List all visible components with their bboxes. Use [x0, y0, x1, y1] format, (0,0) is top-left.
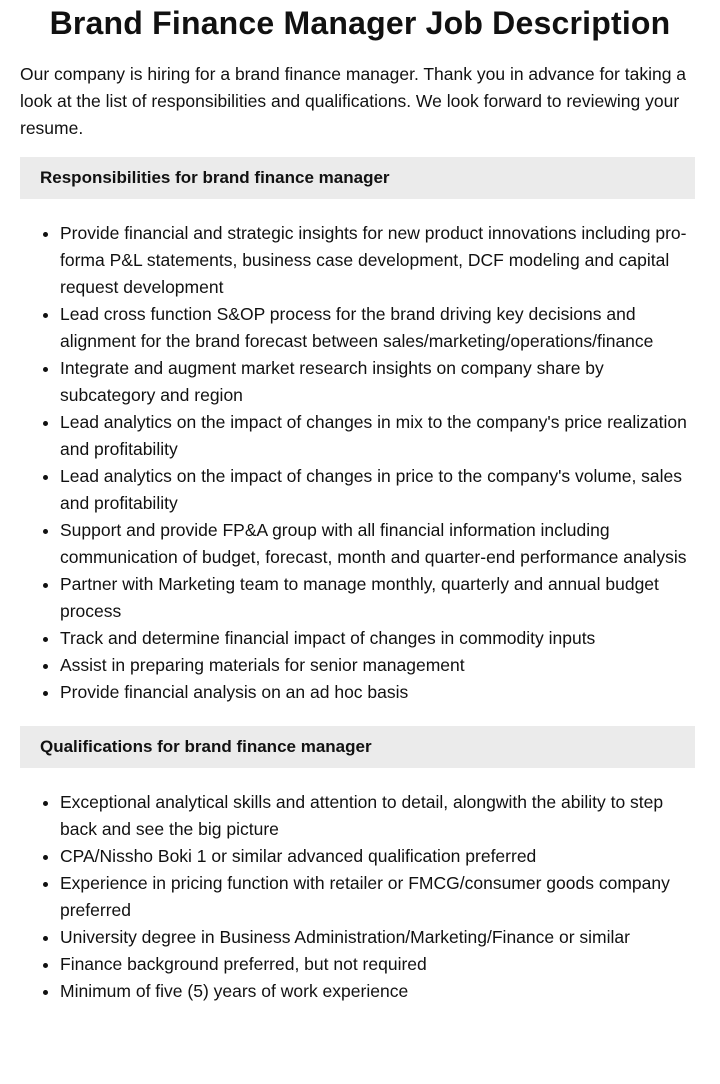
- list-item: • Exceptional analytical skills and attention to detail, alongwith the ability to step back and see the big picture: [60, 789, 695, 843]
- list-item: • Minimum of five (5) years of work experience: [60, 978, 695, 1005]
- list-item: • Integrate and augment market research insights on company share by subcategory and region: [60, 355, 695, 409]
- list-item: • Provide financial analysis on an ad hoc basis: [60, 679, 695, 706]
- list-item: • CPA/Nissho Boki 1 or similar advanced qualification preferred: [60, 843, 695, 870]
- list-item: • Lead analytics on the impact of changes in mix to the company's price realization and profitability: [60, 409, 695, 463]
- intro-paragraph: Our company is hiring for a brand finance manager. Thank you in advance for taking a look at the list of responsibilities and qualifications. We look forward to reviewing your resume.: [20, 64, 687, 138]
- qualifications-list: [20, 789, 695, 1005]
- list-item: • Finance background preferred, but not required: [60, 951, 695, 978]
- list-item: • University degree in Business Administration/Marketing/Finance or similar: [60, 924, 695, 951]
- page-title: Brand Finance Manager Job Description: [49, 5, 671, 41]
- responsibilities-list: [20, 220, 695, 706]
- list-item: • Support and provide FP&A group with all financial information including communication of budget, forecast, month and quarter-end performance analysis: [60, 517, 695, 571]
- list-item: • Provide financial and strategic insights for new product innovations including pro-forma P&L statements, business case development, DCF modeling and capital request development: [60, 220, 695, 301]
- list-item: • Lead analytics on the impact of changes in price to the company's volume, sales and profitability: [60, 463, 695, 517]
- list-item: • Experience in pricing function with retailer or FMCG/consumer goods company preferred: [60, 870, 695, 924]
- qualifications-heading: Qualifications for brand finance manager: [20, 726, 695, 768]
- list-item: • Track and determine financial impact of changes in commodity inputs: [60, 625, 695, 652]
- list-item: • Partner with Marketing team to manage monthly, quarterly and annual budget process: [60, 571, 695, 625]
- list-item: • Assist in preparing materials for senior management: [60, 652, 695, 679]
- list-item: • Lead cross function S&OP process for the brand driving key decisions and alignment for the brand forecast between sales/marketing/operations/finance: [60, 301, 695, 355]
- responsibilities-heading: Responsibilities for brand finance manager: [20, 157, 695, 199]
